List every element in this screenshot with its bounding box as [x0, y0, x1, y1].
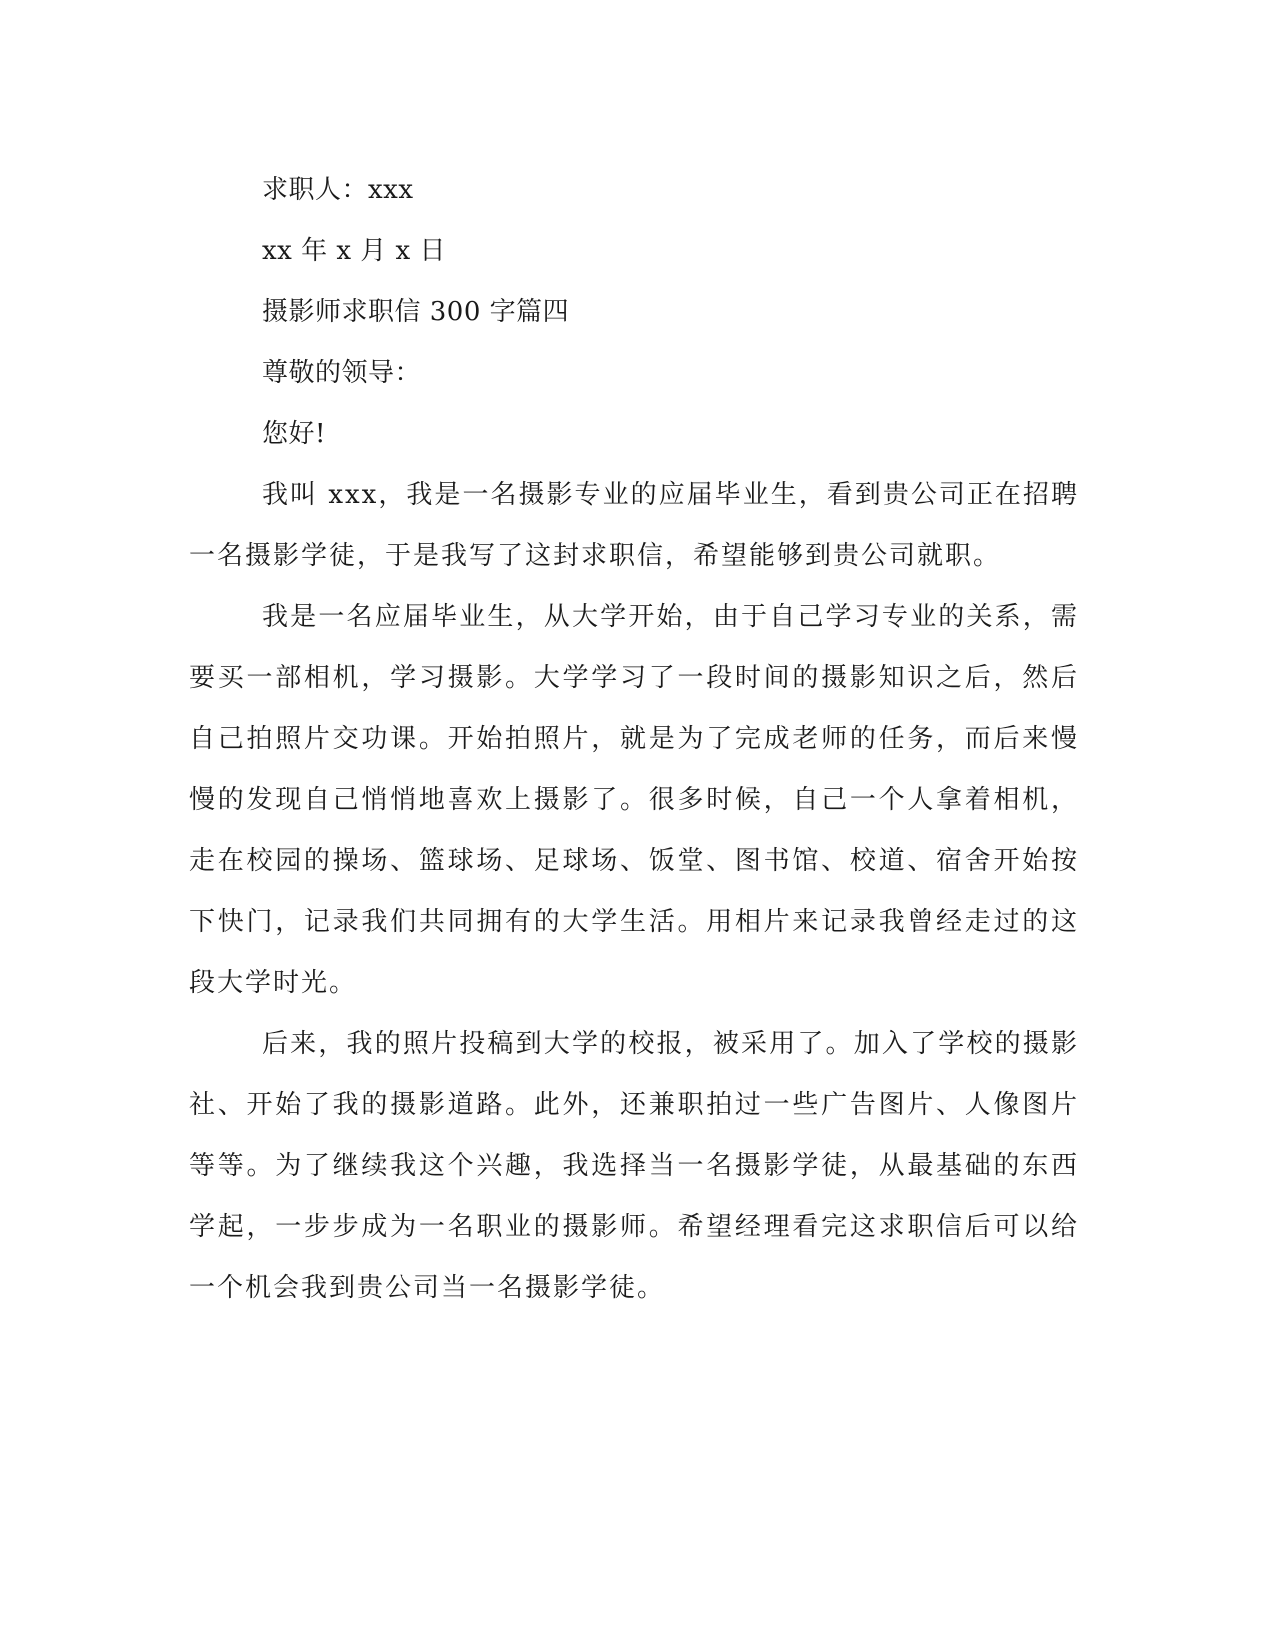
section-title: 摄影师求职信 300 字篇四: [262, 297, 570, 327]
letter-body: [189, 160, 1079, 1319]
salutation: 尊敬的领导：: [262, 358, 422, 388]
date-line: xx 年 x 月 x 日: [262, 236, 446, 266]
greeting: 您好!: [262, 419, 326, 449]
applicant-line: 求职人：xxx: [262, 175, 414, 205]
paragraph-goal: 后来，我的照片投稿到大学的校报，被采用了。加入了学校的摄影社、开始了我的摄影道路。此外，还兼职拍过一些广告图片、人像图片等等。为了继续我这个兴趣，我选择当一名摄影学徒，从最基础的东西学起，一步步成为一名职业的摄影师。希望经理看完这求职信后可以给一个机会我到贵公司当一名摄影学徒。: [189, 1029, 1079, 1303]
paragraph-intro: 我叫 xxx，我是一名摄影专业的应届毕业生，看到贵公司正在招聘一名摄影学徒，于是我写了这封求职信，希望能够到贵公司就职。: [189, 480, 1079, 571]
paragraph-experience: 我是一名应届毕业生，从大学开始，由于自己学习专业的关系，需要买一部相机，学习摄影。大学学习了一段时间的摄影知识之后，然后自己拍照片交功课。开始拍照片，就是为了完成老师的任务，而后来慢慢的发现自己悄悄地喜欢上摄影了。很多时候，自己一个人拿着相机，走在校园的操场、篮球场、足球场、饭堂、图书馆、校道、宿舍开始按下快门，记录我们共同拥有的大学生活。用相片来记录我曾经走过的这段大学时光。: [189, 602, 1079, 998]
